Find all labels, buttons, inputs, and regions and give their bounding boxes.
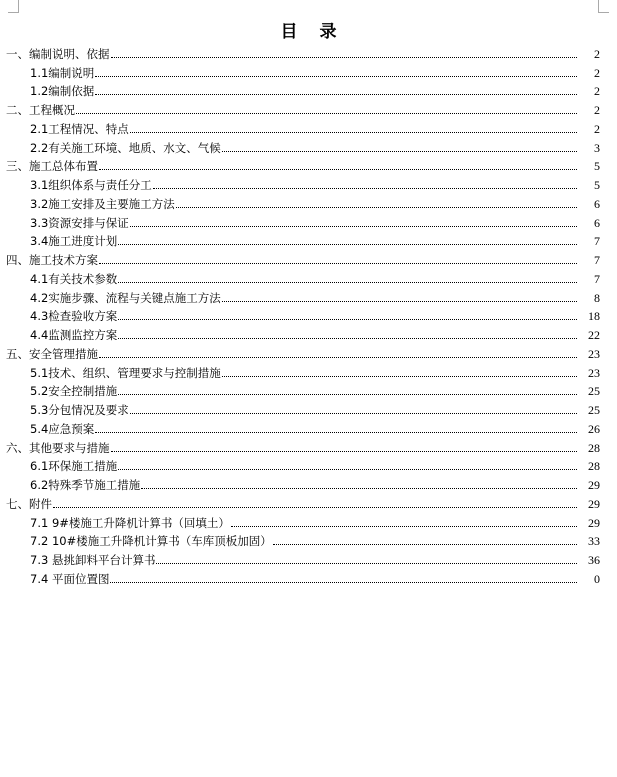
toc-page-number: 2 — [594, 65, 600, 80]
toc-section-entry[interactable] — [0, 568, 617, 587]
toc-dot-leader — [118, 337, 577, 339]
toc-section-entry[interactable] — [0, 231, 617, 250]
toc-section-entry[interactable] — [0, 362, 617, 381]
toc-dot-leader — [222, 150, 577, 152]
toc-entry-label: 5.4应急预案 — [30, 421, 95, 436]
toc-page-number: 2 — [594, 121, 600, 136]
toc-section-entry[interactable] — [0, 531, 617, 550]
toc-entry-label: 六、其他要求与措施 — [6, 440, 110, 455]
toc-entry-label: 4.2实施步骤、流程与关键点施工方法 — [30, 290, 221, 305]
toc-section-entry[interactable] — [0, 474, 617, 493]
toc-entry-label: 四、施工技术方案 — [6, 253, 98, 267]
toc-page-number: 6 — [594, 196, 600, 211]
toc-page-number: 2 — [594, 84, 600, 99]
toc-page-number: 28 — [588, 440, 600, 455]
page-corner-mark-left — [8, 0, 19, 13]
toc-chapter-entry[interactable] — [0, 99, 617, 118]
page-corner-mark-right — [598, 0, 609, 13]
toc-dot-leader — [130, 225, 577, 227]
toc-chapter-entry[interactable] — [0, 249, 617, 268]
toc-entry-label: 3.1组织体系与责任分工 — [30, 178, 152, 192]
toc-entry-label: 2.2有关施工环境、地质、水文、气候 — [30, 140, 221, 155]
toc-entry-label: 5.2安全控制措施 — [30, 384, 118, 399]
toc-entry-label: 1.2编制依据 — [30, 84, 95, 99]
toc-entry-label: 5.3分包情况及要求 — [30, 403, 129, 417]
toc-page-number: 0 — [594, 571, 600, 586]
toc-dot-leader — [273, 543, 577, 545]
toc-dot-leader — [110, 581, 577, 583]
toc-section-entry[interactable] — [0, 456, 617, 475]
toc-page-number: 2 — [594, 46, 600, 61]
toc-entry-label: 七、附件 — [6, 496, 52, 511]
toc-dot-leader — [130, 131, 577, 133]
toc-page-number: 7 — [594, 253, 600, 267]
toc-dot-leader — [76, 112, 577, 114]
toc-dot-leader — [222, 300, 577, 302]
toc-dot-leader — [141, 487, 577, 489]
toc-dot-leader — [99, 262, 577, 264]
toc-page-number: 23 — [588, 365, 600, 380]
toc-page-number: 36 — [588, 553, 600, 567]
toc-page-number: 25 — [588, 384, 600, 399]
toc-entry-label: 二、工程概况 — [6, 103, 75, 117]
toc-entry-label: 3.3资源安排与保证 — [30, 215, 129, 230]
toc-entry-label: 4.3检查验收方案 — [30, 309, 118, 324]
toc-entry-label: 7.3 悬挑卸料平台计算书 — [30, 553, 156, 567]
toc-section-entry[interactable] — [0, 193, 617, 212]
toc-dot-leader — [118, 281, 577, 283]
toc-page-number: 28 — [588, 459, 600, 474]
toc-dot-leader — [95, 93, 577, 95]
toc-section-entry[interactable] — [0, 512, 617, 531]
toc-entry-label: 3.2施工安排及主要施工方法 — [30, 196, 175, 211]
toc-section-entry[interactable] — [0, 549, 617, 568]
toc-entry-label: 2.1工程情况、特点 — [30, 121, 129, 136]
toc-section-entry[interactable] — [0, 287, 617, 306]
toc-dot-leader — [156, 562, 577, 564]
toc-page-number: 2 — [594, 103, 600, 117]
toc-dot-leader — [222, 375, 577, 377]
toc-dot-leader — [95, 75, 577, 77]
toc-dot-leader — [153, 187, 577, 189]
toc-chapter-entry[interactable] — [0, 43, 617, 62]
toc-entry-label: 3.4施工进度计划 — [30, 234, 118, 249]
toc-page-number: 29 — [588, 496, 600, 511]
toc-dot-leader — [118, 468, 577, 470]
toc-section-entry[interactable] — [0, 62, 617, 81]
toc-section-entry[interactable] — [0, 324, 617, 343]
toc-page-number: 5 — [594, 178, 600, 192]
toc-dot-leader — [111, 450, 578, 452]
toc-section-entry[interactable] — [0, 306, 617, 325]
toc-entry-label: 五、安全管理措施 — [6, 346, 98, 361]
toc-section-entry[interactable] — [0, 399, 617, 418]
toc-entry-label: 7.2 10#楼施工升降机计算书（车库顶板加固） — [30, 534, 272, 549]
toc-dot-leader — [130, 412, 577, 414]
toc-section-entry[interactable] — [0, 137, 617, 156]
toc-section-entry[interactable] — [0, 418, 617, 437]
toc-section-entry[interactable] — [0, 268, 617, 287]
toc-page-number: 26 — [588, 421, 600, 436]
toc-page-number: 25 — [588, 403, 600, 417]
toc-page-number: 7 — [594, 271, 600, 286]
toc-dot-leader — [118, 318, 577, 320]
toc-page-number: 18 — [588, 309, 600, 324]
toc-chapter-entry[interactable] — [0, 156, 617, 175]
toc-entry-label: 4.4监测监控方案 — [30, 328, 118, 342]
toc-page-number: 7 — [594, 234, 600, 249]
toc-title: 目录 — [280, 22, 359, 42]
toc-page-number: 23 — [588, 346, 600, 361]
toc-dot-leader — [118, 393, 577, 395]
toc-chapter-entry[interactable] — [0, 437, 617, 456]
toc-dot-leader — [231, 525, 577, 527]
toc-dot-leader — [53, 506, 577, 508]
toc-dot-leader — [118, 243, 577, 245]
toc-entry-label: 6.2特殊季节施工措施 — [30, 478, 141, 492]
toc-page-number: 5 — [594, 159, 600, 174]
toc-section-entry[interactable] — [0, 81, 617, 100]
toc-chapter-entry[interactable] — [0, 343, 617, 362]
toc-section-entry[interactable] — [0, 381, 617, 400]
toc-chapter-entry[interactable] — [0, 493, 617, 512]
toc-entry-label: 7.4 平面位置图 — [30, 571, 110, 586]
toc-entry-label: 1.1编制说明 — [30, 65, 95, 80]
toc-section-entry[interactable] — [0, 118, 617, 137]
toc-section-entry[interactable] — [0, 212, 617, 231]
toc-page-number: 6 — [594, 215, 600, 230]
toc-entry-label: 三、施工总体布置 — [6, 159, 98, 174]
toc-entry-label: 7.1 9#楼施工升降机计算书（回填土） — [30, 515, 230, 530]
toc-page-number: 29 — [588, 478, 600, 492]
toc-page-number: 33 — [588, 534, 600, 549]
toc-page-number: 3 — [594, 140, 600, 155]
toc-page-number: 8 — [594, 290, 600, 305]
toc-dot-leader — [95, 431, 577, 433]
toc-entry-label: 5.1技术、组织、管理要求与控制措施 — [30, 365, 221, 380]
toc-entry-label: 一、编制说明、依据 — [6, 46, 110, 61]
toc-dot-leader — [111, 56, 578, 58]
toc-dot-leader — [99, 356, 577, 358]
table-of-contents — [0, 43, 617, 587]
toc-section-entry[interactable] — [0, 174, 617, 193]
toc-entry-label: 6.1环保施工措施 — [30, 459, 118, 474]
toc-dot-leader — [99, 168, 577, 170]
toc-dot-leader — [176, 206, 577, 208]
toc-page-number: 22 — [588, 328, 600, 342]
toc-entry-label: 4.1有关技术参数 — [30, 271, 118, 286]
toc-page-number: 29 — [588, 515, 600, 530]
